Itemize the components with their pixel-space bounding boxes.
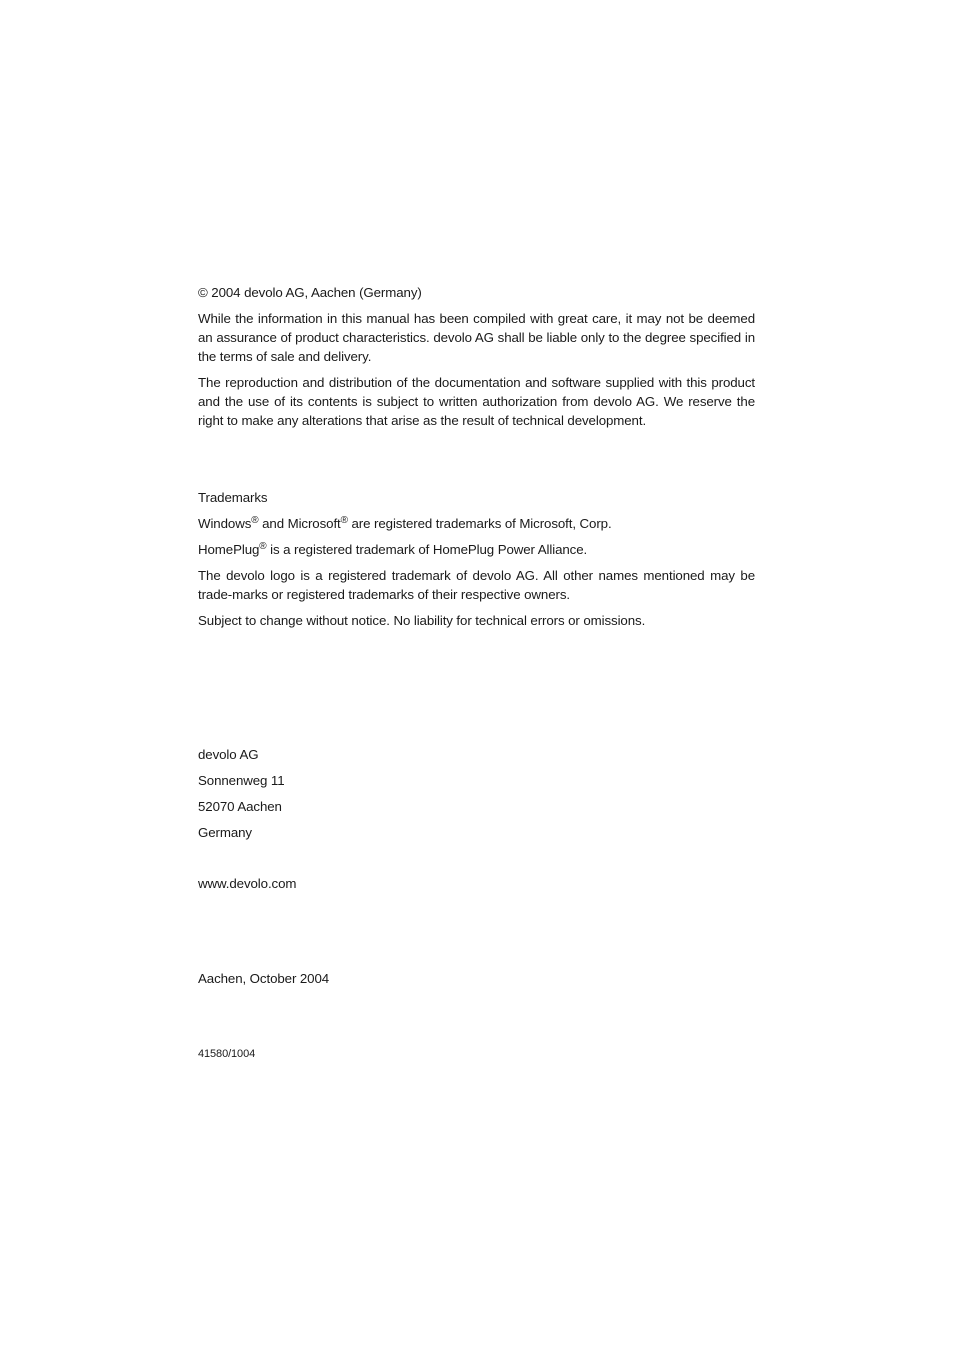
date-block	[198, 969, 755, 988]
registered-mark: ®	[340, 515, 348, 526]
address-block	[198, 745, 755, 893]
devolo-logo-trademark: The devolo logo is a registered trademark of devolo AG. All other names mentioned may be trade-marks or registered trademarks of their respective owners.	[198, 568, 755, 602]
trademarks-section	[198, 488, 755, 630]
country: Germany	[198, 825, 252, 840]
reproduction-paragraph: The reproduction and distribution of the documentation and software supplied with this product and the use of its contents is subject to written authorization from devolo AG. We reserve the right to make any alterations that arise as the result of technical development.	[198, 375, 755, 428]
trademarks-heading: Trademarks	[198, 490, 268, 505]
legal-section	[198, 283, 755, 430]
publication-date: Aachen, October 2004	[198, 971, 330, 986]
registered-mark: ®	[251, 515, 259, 526]
change-notice: Subject to change without notice. No liability for technical errors or omissions.	[198, 613, 646, 628]
registered-mark: ®	[259, 541, 267, 552]
windows-name: Windows	[198, 516, 252, 531]
street-address: Sonnenweg 11	[198, 773, 285, 788]
document-number: 41580/1004	[198, 1048, 256, 1060]
city-address: 52070 Aachen	[198, 799, 282, 814]
microsoft-name: and Microsoft	[258, 516, 341, 531]
disclaimer-paragraph: While the information in this manual has been compiled with great care, it may not be deemed an assurance of product characteristics. devolo AG shall be liable only to the degree specified in the terms of sale and delivery.	[198, 311, 755, 364]
website-link[interactable]: www.devolo.com	[198, 876, 297, 891]
microsoft-text: are registered trademarks of Microsoft, Corp.	[347, 516, 612, 531]
homeplug-name: HomePlug	[198, 542, 260, 557]
copyright-notice: © 2004 devolo AG, Aachen (Germany)	[198, 285, 422, 300]
trademark-microsoft	[198, 514, 755, 533]
trademark-homeplug	[198, 540, 755, 559]
company-name: devolo AG	[198, 747, 259, 762]
homeplug-text: is a registered trademark of HomePlug Power Alliance.	[266, 542, 588, 557]
doc-number-block	[198, 1047, 755, 1061]
